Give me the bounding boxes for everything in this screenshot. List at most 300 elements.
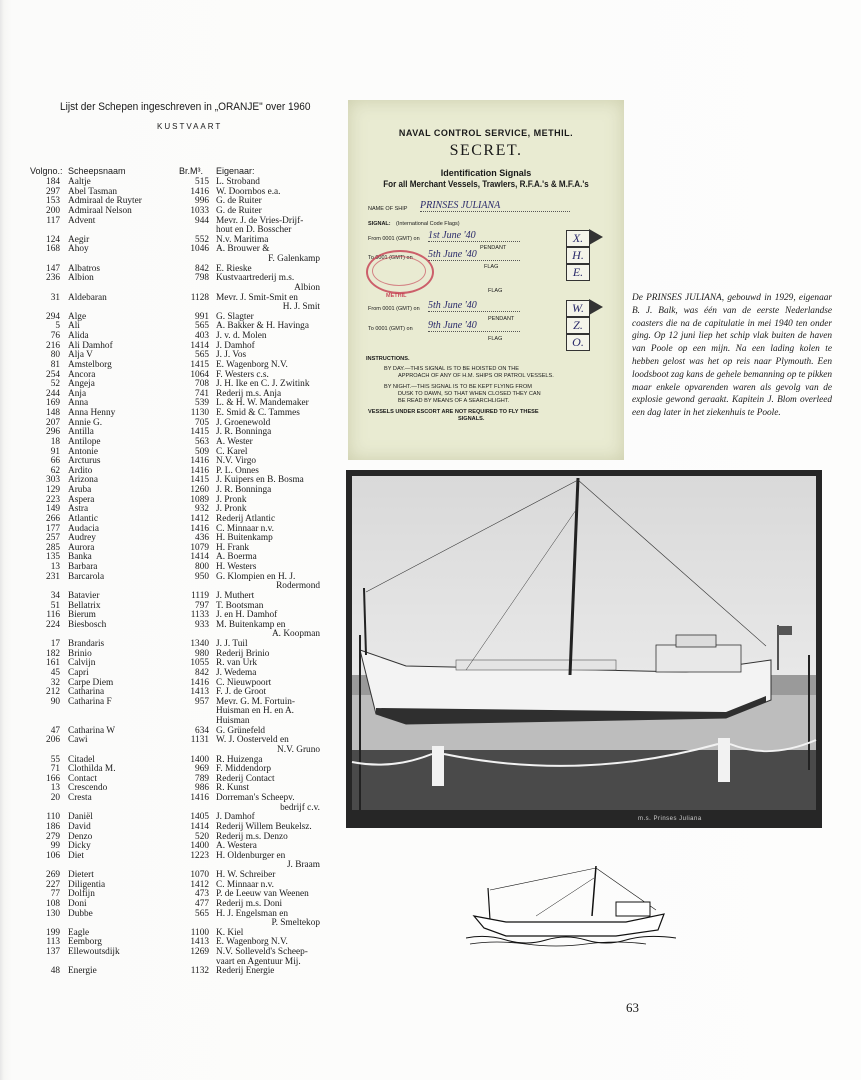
ship-owner: Rodermond [276,581,320,592]
ship-name: Citadel [68,754,95,765]
ship-row [0,274,340,284]
ship-volgno: 177 [46,523,60,534]
ship-volgno: 285 [46,542,60,553]
ship-name: Diet [68,850,85,861]
ship-owner: C. Nieuwpoort [216,677,272,688]
ship-owner: Rederij m.s. Anja [216,388,282,399]
ship-brm: 842 [195,263,209,274]
ship-volgno: 34 [50,590,60,601]
ship-owner: C. Karel [216,446,248,457]
ship-brm: 1260 [190,485,209,495]
cert-flag-1: FLAG [484,264,499,270]
ship-brm: 1416 [190,793,209,803]
cert-title: Identification Signals [440,168,532,178]
ship-owner: A. Brouwer & [216,244,270,255]
ship-brm: 515 [195,177,209,187]
ship-name: Anja [68,388,87,399]
ship-brm: 1070 [190,870,209,880]
ship-name: Aurora [68,542,95,553]
ship-brm: 950 [195,571,209,582]
ship-volgno: 135 [46,552,60,563]
ship-name: Anna Henny [68,408,116,418]
cert-from2-label: From 0001 (GMT) on [368,306,420,312]
ship-owner: J. Damhof [216,812,255,823]
page-number: 63 [626,1000,639,1015]
ship-volgno: 296 [46,427,60,438]
ship-row [0,967,340,977]
ship-brm: 563 [195,436,209,447]
ship-brm: 800 [195,562,209,572]
ship-owner: G. de Ruiter [216,196,262,207]
ship-name: Ardito [68,465,93,476]
ship-name: Banka [68,552,92,563]
ship-brm: 944 [195,215,209,226]
ship-owner: H. J. Engelsman en [216,908,289,919]
ship-owner: bedrijf c.v. [280,802,320,813]
ship-owner: vaart en Agentuur Mij. [216,956,301,967]
ship-volgno: 161 [46,658,60,669]
ship-name: Batavier [68,590,100,601]
cert-instructions-label: INSTRUCTIONS. [366,356,410,362]
ship-volgno: 147 [46,263,60,274]
ship-name: David [68,821,91,832]
ship-owner: C. Minnaar n.v. [216,523,275,534]
ship-owner: N.V. Virgo [216,456,256,467]
ship-brm: 1064 [190,369,209,380]
ship-name: Doni [68,898,87,909]
ship-owner: P. L. Onnes [216,465,259,476]
ship-owner: Kustvaartrederij m.s. [216,273,295,284]
ship-owner: J. Pronk [216,504,247,515]
cert-pendant-2: PENDANT [488,316,515,322]
ship-name: Albatros [68,263,101,274]
ship-owner: Huisman [216,716,250,726]
ship-name: Dietert [68,870,94,880]
cert-flag-z: Z. [566,317,590,334]
ship-volgno: 257 [46,533,60,544]
ship-volgno: 80 [50,350,60,361]
ship-brm: 565 [195,350,209,361]
ship-owner: P. Smeltekop [271,918,320,929]
ship-owner: A. Bakker & H. Havinga [216,321,309,332]
ship-name: Crescendo [68,783,108,794]
ship-owner: Rederij m.s. Doni [216,898,283,909]
ship-owner: A. Boerma [216,552,257,563]
ship-name: Admiraal de Ruyter [68,196,142,207]
ship-owner: Mevr. J. de Vries-Drijf- [216,215,304,226]
photo-inscription: m.s. Prinses Juliana [638,816,702,822]
ship-name: Aruba [68,485,92,495]
ship-volgno: 153 [46,196,60,207]
cert-header: NAVAL CONTROL SERVICE, METHIL. [398,128,574,138]
ship-volgno: 32 [50,677,60,688]
ship-owner: Rederij Atlantic [216,513,276,524]
ship-volgno: 13 [50,562,60,572]
ship-volgno: 227 [46,879,60,890]
ship-volgno: 108 [46,898,60,909]
ship-owner: Rederij Willem Beukelsz. [216,821,312,832]
ship-brm: 1416 [190,523,209,534]
ship-volgno: 223 [46,494,60,505]
cert-from1-value: 1st June '40 [428,230,520,242]
ship-owner: J. Groenewold [216,417,271,428]
ship-name: Catharina [68,687,105,698]
ship-volgno: 216 [46,340,60,351]
ship-owner: H. Frank [216,542,250,553]
ship-owner: J. Kuipers en B. Bosma [216,475,304,486]
ship-volgno: 266 [46,513,60,524]
ship-owner: Rederij Contact [216,773,275,784]
ship-volgno: 199 [46,927,60,938]
ship-brm: 933 [195,619,209,630]
cert-flag-o: O. [566,334,590,351]
ship-brm: 1079 [190,542,209,553]
ship-volgno: 77 [50,889,60,900]
ship-name: Contact [68,773,97,784]
cert-to1-value: 5th June '40 [428,249,520,261]
ship-owner: J. R. Bonninga [216,485,272,495]
ship-name: Atlantic [68,513,98,524]
list-title: Lijst der Schepen ingeschreven in „ORANJE" over 1960 [60,101,311,113]
ship-name: Aegir [68,234,90,245]
ship-volgno: 81 [50,359,60,370]
ship-owner: A. Koopman [271,629,320,640]
cert-flag-3: FLAG [488,336,503,342]
ship-owner: J. J. Tuil [216,639,248,649]
ship-volgno: 130 [46,908,60,919]
ship-volgno: 55 [50,754,60,765]
ship-owner: G. Grünefeld [216,725,266,736]
ship-name: Daniël [68,812,93,823]
ship-sketch [466,858,676,948]
ship-brm: 1413 [190,687,209,698]
cert-pendant-shape [589,229,603,245]
ship-brm: 1119 [191,590,209,601]
ship-brm: 789 [195,773,209,784]
ship-name: Ellewoutsdijk [68,947,120,957]
cert-ship-name: PRINSES JULIANA [420,200,570,212]
ship-volgno: 207 [46,417,60,428]
ship-name: Ancora [68,369,96,380]
cert-flag-h: H. [566,247,590,264]
cert-pendant-shape-2 [589,299,603,315]
ship-brm: 708 [195,379,209,390]
ship-owner: H. W. Schreiber [216,870,276,880]
ship-owner: E. Rieske [216,263,252,274]
ship-brm: 1414 [190,340,209,351]
ship-brm: 436 [195,533,209,544]
col-volgno: Volgno.: [30,166,63,176]
ship-name: Biesbosch [68,619,107,630]
ship-owner: F. Middendorp [216,764,272,775]
ship-owner: F. J. de Groot [216,687,267,698]
ship-name: Alida [68,331,89,341]
ship-volgno: 45 [50,667,60,678]
ship-owner: E. Smid & C. Tammes [216,408,300,418]
ship-name: Admiraal Nelson [68,205,132,216]
ship-name: Diligentia [68,879,106,890]
ship-volgno: 182 [46,648,60,659]
ship-brm: 991 [195,311,209,322]
identification-signals-certificate [348,100,624,460]
ship-brm: 1414 [190,821,209,832]
ship-name: Arcturus [68,456,101,467]
ship-owner: Huisman en H. en A. [216,706,294,717]
ship-owner: P. de Leeuw van Weenen [216,889,309,900]
ship-name: Albion [68,273,94,284]
ship-brm: 1414 [190,552,209,563]
ship-brm: 842 [195,667,209,678]
photo-caption-text: De PRINSES JULIANA, gebouwd in 1929, eigenaar B. J. Balk, was één van de eerste Nederlandse coasters die na de capitulatie in mei 1940 ten onder ging. Op 12 juni liep het schip vlak buiten de haven van Poole op een mijn. Na een lading kolen te hebben gelost was het op reis naar Plymouth. Een loodsboot zag kans de gehele bemanning op te pikken maar enkele opvarenden waren als gevolg van de explosie gewond geraakt. Kapitein J. Blom overleed een dag later in het ziekenhuis te Poole. [632,293,832,419]
ship-owner: M. Buitenkamp en [216,619,286,630]
ship-owner: Mevr. G. M. Fortuin- [216,696,296,707]
ship-name: Advent [68,215,96,226]
ship-volgno: 169 [46,398,60,409]
ship-name: Angeja [68,379,95,390]
ship-volgno: 236 [46,273,60,284]
ship-name: Anna [68,398,89,409]
ship-owner: Albion [294,282,320,293]
ship-owner: G. de Ruiter [216,205,262,216]
cert-escort: VESSELS UNDER ESCORT ARE NOT REQUIRED TO FLY THESE [368,409,539,415]
ship-volgno: 106 [46,850,60,861]
ship-volgno: 206 [46,735,60,746]
cert-flag-2: FLAG [488,288,503,294]
ship-brm: 1415 [190,475,209,486]
ship-owner: L. & H. W. Mandemaker [216,398,309,409]
ship-name: Dubbe [68,908,93,919]
ship-name: Eagle [68,927,90,938]
ship-brm: 1089 [190,494,209,505]
ship-name: Bierum [68,610,96,621]
ship-name: Energie [68,966,97,977]
ship-name: Denzo [68,831,93,842]
ship-owner: L. Stroband [216,177,260,187]
ship-volgno: 129 [46,485,60,495]
ship-brm: 969 [195,764,209,775]
ship-volgno: 18 [50,436,60,447]
ship-name: Ali [68,321,80,332]
cert-from1-label: From 0001 (GMT) on [368,236,420,242]
ship-row [0,707,340,717]
ship-volgno: 62 [50,465,60,476]
ship-volgno: 124 [46,234,60,245]
ship-volgno: 90 [50,696,60,707]
ship-owner: Rederij Brinio [216,648,270,659]
ship-brm: 1405 [190,812,209,823]
ship-volgno: 117 [46,215,60,226]
ship-name: Alge [68,311,87,322]
cert-flag-w: W. [566,300,590,317]
ship-volgno: 113 [46,937,60,948]
ship-brm: 1416 [190,465,209,476]
ship-volgno: 231 [46,571,60,582]
ship-volgno: 51 [50,600,60,611]
cert-to2-value: 9th June '40 [428,320,520,332]
ship-photo-drawing [346,470,822,828]
ship-brm: 1131 [190,735,209,746]
ship-brm: 1415 [190,359,209,370]
ship-owner: R. Kunst [216,783,250,794]
ship-brm: 473 [195,889,209,900]
ship-brm: 1033 [190,205,209,216]
ship-name: Eemborg [68,937,102,948]
ship-owner: J. v. d. Molen [216,331,267,341]
ship-brm: 798 [195,273,209,284]
ship-name: Astra [68,504,89,515]
ship-owner: W. Doornbos e.a. [216,186,281,197]
cert-by-day-2: APPROACH OF ANY OF H.M. SHIPS OR PATROL VESSELS. [398,373,554,379]
ship-name: Cresta [68,793,92,803]
ship-brm: 565 [195,321,209,332]
ship-owner: E. Wagenborg N.V. [216,937,288,948]
ship-owner: A. Westera [216,841,257,852]
ship-name: Alja V [68,350,93,361]
ship-brm: 1340 [190,639,209,649]
ship-name: Annie G. [68,417,103,428]
ship-volgno: 149 [46,504,60,515]
ship-volgno: 47 [50,725,60,736]
col-brm: Br.M³. [179,166,203,176]
cert-stamp-text: METHIL [386,293,407,299]
ship-name: Barcarola [68,571,105,582]
ship-brm: 1128 [190,292,209,303]
ship-brm: 1133 [190,610,209,621]
cert-to2-label: To 0001 (GMT) on [368,326,413,332]
ship-volgno: 116 [46,610,60,621]
ship-owner: H. Buitenkamp [216,533,273,544]
ship-name: Catharina W [68,725,116,736]
ship-owner: T. Bootsman [216,600,264,611]
ship-name: Calvijn [68,658,96,669]
ship-volgno: 303 [46,475,60,486]
ship-name: Ali Damhof [68,340,113,351]
ship-owner: H. J. Smit [282,302,320,313]
ship-name: Aspera [68,494,95,505]
ship-volgno: 212 [46,687,60,698]
ship-brm: 1415 [190,427,209,438]
ship-list [0,178,340,977]
ship-photograph [346,470,822,828]
cert-subtitle: For all Merchant Vessels, Trawlers, R.F.A.'s & M.F.A.'s [383,179,589,189]
ship-volgno: 20 [50,793,60,803]
ship-volgno: 244 [46,388,60,399]
ship-volgno: 137 [46,947,60,957]
ship-name: Brinio [68,648,92,659]
ship-name: Barbara [68,562,98,572]
ship-volgno: 48 [50,966,60,977]
ship-owner: C. Minnaar n.v. [216,879,275,890]
ship-brm: 1412 [190,879,209,890]
ship-brm: 552 [195,234,209,245]
ship-owner: J. en H. Damhof [216,610,278,621]
cert-secret: SECRET. [449,142,523,159]
ship-owner: E. Wagenborg N.V. [216,359,288,370]
ship-brm: 1055 [190,658,209,669]
ship-owner: F. Westers c.s. [216,369,269,380]
ship-name: Clothilda M. [68,764,116,775]
list-subtitle: KUSTVAART [157,122,223,131]
ship-brm: 932 [195,504,209,515]
ship-owner: A. Wester [216,436,253,447]
ship-name: Amstelborg [68,359,112,370]
cert-stamp-inner [372,256,426,286]
ship-volgno: 186 [46,821,60,832]
ship-volgno: 168 [46,244,60,255]
ship-brm: 1416 [190,186,209,197]
ship-owner: K. Kiel [216,927,244,938]
ship-owner: J. R. Bonninga [216,427,272,438]
ship-owner: J. Muthert [216,590,255,601]
ship-owner: N.v. Maritima [216,234,269,245]
ship-volgno: 66 [50,456,60,467]
ship-volgno: 254 [46,369,60,380]
ship-owner: Rederij m.s. Denzo [216,831,288,842]
cert-by-night-3: BE READ BY MEANS OF A SEARCHLIGHT. [398,398,510,404]
ship-name: Catharina F [68,696,112,707]
cert-signal-label: SIGNAL: [368,221,391,227]
ship-owner: N.V. Gruno [277,744,320,755]
ship-brm: 1412 [190,513,209,524]
ship-brm: 1400 [190,754,209,765]
cert-flag-x: X. [566,230,590,247]
cert-by-night-2: DUSK TO DAWN, SO THAT WHEN CLOSED THEY CAN [398,391,541,397]
ship-owner: J. Braam [286,860,320,871]
ship-brm: 539 [195,398,209,409]
ship-owner: Dorreman's Scheepv. [216,793,295,803]
ship-brm: 565 [195,908,209,919]
ship-name: Ahoy [68,244,89,255]
ship-owner: Rederij Energie [216,966,275,977]
ship-name: Arizona [68,475,98,486]
ship-brm: 1130 [190,408,209,418]
ship-volgno: 279 [46,831,60,842]
ship-brm: 1416 [190,677,209,688]
ship-owner: H. Westers [216,562,257,572]
ship-volgno: 17 [50,639,60,649]
cert-by-night: BY NIGHT.—THIS SIGNAL IS TO BE KEPT FLYING FROM [384,384,532,390]
ship-volgno: 269 [46,870,60,880]
ship-volgno: 99 [50,841,60,852]
ship-owner: H. Oldenburger en [216,850,286,861]
cert-name-label: NAME OF SHIP [368,206,408,212]
ship-owner: G. Klompien en H. J. [216,571,296,582]
ship-volgno: 148 [46,408,60,418]
ship-name: Cawi [68,735,88,746]
ship-brm: 403 [195,331,209,341]
cert-code-note: (International Code Flags) [396,221,460,227]
ship-name: Antilope [68,436,101,447]
ship-name: Aaltje [68,177,91,187]
ship-name: Abel Tasman [68,186,118,197]
ship-volgno: 71 [50,764,60,775]
ship-owner: J. Pronk [216,494,247,505]
ship-brm: 1223 [190,850,209,861]
ship-volgno: 13 [50,783,60,794]
ship-name: Aldebaran [68,292,107,303]
ship-name: Brandaris [68,639,105,649]
ship-name: Dicky [68,841,91,852]
ship-brm: 741 [195,388,209,399]
ship-brm: 797 [195,600,209,611]
ship-volgno: 110 [46,812,60,823]
ship-volgno: 297 [46,186,60,197]
ship-brm: 1100 [190,927,209,938]
col-naam: Scheepsnaam [68,166,126,176]
ship-name: Antilla [68,427,94,438]
ship-brm: 1413 [190,937,209,948]
ship-owner: G. Slagter [216,311,254,322]
